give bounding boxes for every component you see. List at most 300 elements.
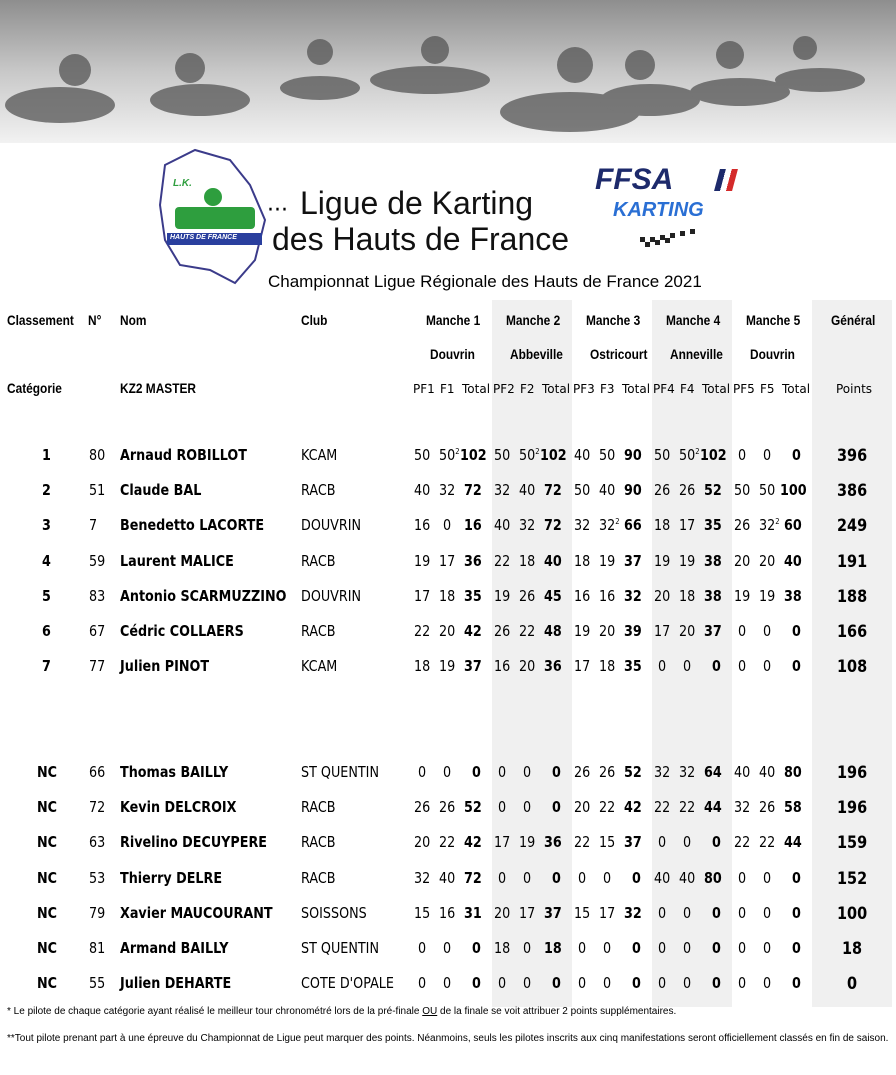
score-prefinale: 19	[574, 622, 591, 640]
score-total: 38	[704, 552, 722, 570]
score-finale: 26	[759, 798, 776, 816]
row-number: 51	[89, 481, 106, 499]
manche-4-place: Anneville	[670, 346, 723, 362]
row-rank: NC	[37, 904, 58, 922]
row-club: RACB	[301, 481, 336, 499]
score-finale: 18	[679, 587, 696, 605]
score-prefinale: 17	[494, 833, 511, 851]
score-prefinale: 0	[498, 763, 507, 781]
score-finale: 26	[679, 481, 696, 499]
score-prefinale: 22	[734, 833, 751, 851]
score-total: 42	[624, 798, 642, 816]
score-total: 102	[460, 446, 487, 464]
score-total: 36	[544, 657, 562, 675]
score-finale: 40	[519, 481, 536, 499]
score-prefinale: 19	[494, 587, 511, 605]
row-club: KCAM	[301, 446, 338, 464]
score-finale: 19	[679, 552, 696, 570]
manche-3-col-f3: F3	[600, 382, 615, 396]
score-finale: 19	[759, 587, 776, 605]
score-total: 0	[632, 939, 641, 957]
checkered-flag-icon	[640, 227, 730, 257]
score-finale: 0	[603, 939, 612, 957]
score-prefinale: 0	[658, 939, 667, 957]
manche-2-col-pf2: PF2	[493, 382, 515, 396]
score-prefinale: 0	[498, 974, 507, 992]
row-number: 53	[89, 869, 106, 887]
score-finale: 15	[599, 833, 616, 851]
score-prefinale: 0	[578, 939, 587, 957]
score-total: 0	[552, 974, 561, 992]
score-finale: 0	[523, 869, 532, 887]
score-prefinale: 0	[738, 622, 747, 640]
score-prefinale: 16	[494, 657, 511, 675]
row-club: RACB	[301, 798, 336, 816]
score-total: 0	[472, 974, 481, 992]
score-prefinale: 20	[654, 587, 671, 605]
score-prefinale: 40	[654, 869, 671, 887]
score-prefinale: 20	[734, 552, 751, 570]
score-total: 32	[624, 587, 642, 605]
score-total: 0	[792, 657, 801, 675]
row-number: 80	[89, 446, 106, 464]
score-total: 35	[704, 516, 722, 534]
score-total: 16	[464, 516, 482, 534]
manche-5-col-pf5: PF5	[733, 382, 755, 396]
general-band	[812, 300, 892, 1007]
score-prefinale: 32	[734, 798, 751, 816]
row-points: 152	[837, 869, 868, 889]
score-finale: 0	[763, 622, 772, 640]
row-rank: 7	[42, 657, 51, 675]
row-points: 188	[837, 587, 868, 607]
score-finale: 0	[763, 446, 772, 464]
header-banner	[0, 0, 896, 143]
score-total: 0	[792, 904, 801, 922]
score-prefinale: 32	[654, 763, 671, 781]
score-total: 72	[544, 516, 562, 534]
score-total: 38	[784, 587, 802, 605]
col-number: N°	[88, 312, 102, 328]
score-total: 0	[712, 904, 721, 922]
col-nom: Nom	[120, 312, 147, 328]
score-finale: 32	[519, 516, 536, 534]
score-finale: 0	[683, 904, 692, 922]
score-total: 0	[712, 939, 721, 957]
score-prefinale: 26	[494, 622, 511, 640]
row-number: 77	[89, 657, 106, 675]
score-prefinale: 19	[414, 552, 431, 570]
score-total: 0	[792, 446, 801, 464]
row-number: 67	[89, 622, 106, 640]
score-prefinale: 26	[734, 516, 751, 534]
score-prefinale: 16	[574, 587, 591, 605]
karting-label: KARTING	[613, 199, 704, 221]
score-prefinale: 50	[494, 446, 511, 464]
score-finale: 17	[599, 904, 616, 922]
score-finale: 18	[519, 552, 536, 570]
row-club: KCAM	[301, 657, 338, 675]
row-driver-name: Thierry DELRE	[120, 869, 223, 887]
score-total: 72	[544, 481, 562, 499]
score-finale: 0	[523, 763, 532, 781]
row-points: 249	[837, 516, 868, 536]
row-rank: NC	[37, 939, 58, 957]
row-club: RACB	[301, 833, 336, 851]
score-finale: 19	[599, 552, 616, 570]
score-prefinale: 17	[414, 587, 431, 605]
row-points: 386	[837, 481, 868, 501]
score-prefinale: 32	[574, 516, 591, 534]
score-total: 45	[544, 587, 562, 605]
score-prefinale: 22	[494, 552, 511, 570]
score-total: 64	[704, 763, 722, 781]
score-finale: $50^2$	[519, 446, 540, 464]
row-rank: 4	[42, 552, 51, 570]
score-total: 32	[624, 904, 642, 922]
manche-2-col-total: Total	[542, 382, 571, 396]
score-prefinale: 26	[654, 481, 671, 499]
row-rank: 3	[42, 516, 51, 534]
score-total: 36	[544, 833, 562, 851]
manche-1-place: Douvrin	[430, 346, 475, 362]
col-categorie: Catégorie	[7, 380, 62, 396]
score-total: 0	[472, 763, 481, 781]
score-finale: 22	[519, 622, 536, 640]
score-prefinale: 32	[414, 869, 431, 887]
manche2-band	[492, 300, 572, 1007]
row-rank: 6	[42, 622, 51, 640]
score-prefinale: 0	[498, 798, 507, 816]
score-finale: 0	[683, 974, 692, 992]
row-rank: NC	[37, 798, 58, 816]
row-points: 18	[842, 939, 863, 959]
row-points: 159	[837, 833, 868, 853]
score-finale: 0	[443, 974, 452, 992]
manche-3-place: Ostricourt	[590, 346, 648, 362]
score-total: 102	[700, 446, 727, 464]
row-rank: NC	[37, 974, 58, 992]
score-total: 90	[624, 481, 642, 499]
score-total: 0	[552, 798, 561, 816]
score-prefinale: 17	[654, 622, 671, 640]
row-driver-name: Julien DEHARTE	[120, 974, 232, 992]
score-prefinale: 40	[414, 481, 431, 499]
row-points: 196	[837, 763, 868, 783]
score-finale: 0	[603, 974, 612, 992]
score-total: 42	[464, 622, 482, 640]
col-general: Général	[831, 312, 876, 328]
manche-4-title: Manche 4	[666, 312, 721, 328]
score-prefinale: 22	[414, 622, 431, 640]
score-prefinale: 0	[418, 763, 427, 781]
score-finale: 40	[439, 869, 456, 887]
score-prefinale: 26	[414, 798, 431, 816]
score-finale: 20	[519, 657, 536, 675]
manche-3-title: Manche 3	[586, 312, 641, 328]
row-rank: NC	[37, 763, 58, 781]
score-prefinale: 32	[494, 481, 511, 499]
manche-2-place: Abbeville	[510, 346, 563, 362]
row-rank: 2	[42, 481, 51, 499]
row-driver-name: Benedetto LACORTE	[120, 516, 265, 534]
score-total: 80	[704, 869, 722, 887]
score-finale: 22	[759, 833, 776, 851]
score-finale: 0	[523, 974, 532, 992]
logo-title-line2: des Hauts de France	[272, 221, 570, 257]
score-finale: 20	[759, 552, 776, 570]
bonus-mark: 2	[455, 447, 460, 456]
footnote-classification: **Tout pilote prenant part à une épreuve du Championnat de Ligue peut marquer des points. Néanmoins, seuls les pilotes inscrits aux cinq manifestations seront officiellement classés en fin de saison.	[7, 1033, 889, 1044]
league-logo	[155, 145, 755, 285]
row-driver-name: Thomas BAILLY	[120, 763, 229, 781]
row-points: 0	[847, 974, 858, 994]
manche-3-col-pf3: PF3	[573, 382, 595, 396]
score-total: 0	[552, 763, 561, 781]
score-total: 44	[704, 798, 722, 816]
score-finale: 32	[439, 481, 456, 499]
score-prefinale: 18	[574, 552, 591, 570]
score-prefinale: 19	[654, 552, 671, 570]
score-finale: 26	[439, 798, 456, 816]
score-prefinale: 0	[658, 833, 667, 851]
score-prefinale: 22	[574, 833, 591, 851]
score-finale: 0	[683, 833, 692, 851]
ffsa-logo: FFSA	[595, 163, 674, 196]
score-prefinale: 20	[574, 798, 591, 816]
karts-photo	[0, 0, 896, 143]
logo-initials: L.K.	[173, 178, 192, 189]
score-prefinale: 22	[654, 798, 671, 816]
row-rank: NC	[37, 833, 58, 851]
score-total: 0	[472, 939, 481, 957]
score-prefinale: 0	[738, 904, 747, 922]
score-finale: 0	[683, 657, 692, 675]
manche-4-col-pf4: PF4	[653, 382, 675, 396]
row-number: 7	[89, 516, 98, 534]
score-total: 0	[792, 622, 801, 640]
row-club: ST QUENTIN	[301, 939, 379, 957]
score-total: 37	[704, 622, 722, 640]
score-prefinale: 40	[574, 446, 591, 464]
score-prefinale: 0	[658, 657, 667, 675]
score-total: 58	[784, 798, 802, 816]
row-driver-name: Cédric COLLAERS	[120, 622, 244, 640]
score-finale: 50	[759, 481, 776, 499]
score-total: 52	[464, 798, 482, 816]
score-finale: 17	[439, 552, 456, 570]
manche-5-place: Douvrin	[750, 346, 795, 362]
score-prefinale: 15	[574, 904, 591, 922]
score-prefinale: 20	[414, 833, 431, 851]
row-rank: NC	[37, 869, 58, 887]
bonus-mark: 2	[775, 517, 780, 526]
score-total: 72	[464, 481, 482, 499]
score-finale: 17	[679, 516, 696, 534]
manche-2-title: Manche 2	[506, 312, 561, 328]
score-finale: 0	[763, 904, 772, 922]
row-club: DOUVRIN	[301, 587, 362, 605]
row-rank: 5	[42, 587, 51, 605]
category-name: KZ2 MASTER	[120, 380, 197, 396]
row-club: RACB	[301, 622, 336, 640]
logo-badge: HAUTS DE FRANCE	[170, 234, 237, 241]
row-points: 396	[837, 446, 868, 466]
score-total: 90	[624, 446, 642, 464]
score-total: 37	[544, 904, 562, 922]
score-prefinale: 0	[738, 446, 747, 464]
score-total: 36	[464, 552, 482, 570]
row-points: 196	[837, 798, 868, 818]
score-finale: 18	[599, 657, 616, 675]
score-prefinale: 50	[414, 446, 431, 464]
manche-1-col-pf1: PF1	[413, 382, 435, 396]
score-finale: 20	[679, 622, 696, 640]
score-total: 0	[792, 939, 801, 957]
score-prefinale: 18	[654, 516, 671, 534]
manche-1-col-total: Total	[462, 382, 491, 396]
row-number: 59	[89, 552, 106, 570]
score-total: 60	[784, 516, 802, 534]
row-number: 81	[89, 939, 106, 957]
score-finale: 0	[683, 939, 692, 957]
score-finale: 22	[679, 798, 696, 816]
score-total: 48	[544, 622, 562, 640]
score-prefinale: 0	[738, 939, 747, 957]
score-prefinale: 0	[738, 869, 747, 887]
row-driver-name: Antonio SCARMUZZINO	[120, 587, 287, 605]
manche-4-col-total: Total	[702, 382, 731, 396]
score-finale: 22	[599, 798, 616, 816]
score-finale: 19	[439, 657, 456, 675]
manche-5-col-f5: F5	[760, 382, 775, 396]
score-total: 66	[624, 516, 642, 534]
row-number: 83	[89, 587, 106, 605]
row-rank: 1	[42, 446, 51, 464]
bonus-mark: 2	[535, 447, 540, 456]
score-total: 40	[784, 552, 802, 570]
row-number: 72	[89, 798, 106, 816]
score-prefinale: 18	[414, 657, 431, 675]
manche4-band	[652, 300, 732, 1007]
score-prefinale: 16	[414, 516, 431, 534]
row-number: 79	[89, 904, 106, 922]
score-finale: 0	[443, 763, 452, 781]
score-prefinale: 26	[574, 763, 591, 781]
row-driver-name: Claude BAL	[120, 481, 202, 499]
points-label: Points	[836, 382, 873, 396]
score-total: 44	[784, 833, 802, 851]
score-total: 37	[624, 833, 642, 851]
score-prefinale: 0	[578, 974, 587, 992]
score-prefinale: 50	[734, 481, 751, 499]
score-finale: 0	[763, 657, 772, 675]
row-points: 166	[837, 622, 868, 642]
row-driver-name: Julien PINOT	[120, 657, 210, 675]
score-finale: 0	[523, 939, 532, 957]
row-driver-name: Kevin DELCROIX	[120, 798, 237, 816]
score-prefinale: 19	[734, 587, 751, 605]
score-prefinale: 20	[494, 904, 511, 922]
score-total: 72	[464, 869, 482, 887]
row-club: RACB	[301, 869, 336, 887]
row-club: DOUVRIN	[301, 516, 362, 534]
row-points: 191	[837, 552, 868, 572]
row-driver-name: Armand BAILLY	[120, 939, 229, 957]
score-total: 100	[780, 481, 807, 499]
score-finale: 0	[763, 974, 772, 992]
score-prefinale: 0	[738, 657, 747, 675]
manche-5-col-total: Total	[782, 382, 811, 396]
score-total: 0	[632, 869, 641, 887]
row-club: ST QUENTIN	[301, 763, 379, 781]
score-finale: 0	[603, 869, 612, 887]
score-total: 37	[464, 657, 482, 675]
score-finale: 18	[439, 587, 456, 605]
score-finale: 22	[439, 833, 456, 851]
score-finale: $32^2$	[759, 516, 780, 534]
score-total: 40	[544, 552, 562, 570]
bonus-mark: 2	[695, 447, 700, 456]
manche-4-col-f4: F4	[680, 382, 695, 396]
manche-2-col-f2: F2	[520, 382, 535, 396]
score-total: 102	[540, 446, 567, 464]
score-finale: 20	[439, 622, 456, 640]
score-total: 0	[792, 869, 801, 887]
score-finale: $32^2$	[599, 516, 620, 534]
footnote-bonus: * Le pilote de chaque catégorie ayant réalisé le meilleur tour chronométré lors de la pré-finale OU de la finale se voit attribuer 2 points supplémentaires.	[7, 1006, 677, 1017]
score-prefinale: 40	[494, 516, 511, 534]
score-finale: 50	[599, 446, 616, 464]
bonus-mark: 2	[615, 517, 620, 526]
score-finale: 20	[599, 622, 616, 640]
score-prefinale: 15	[414, 904, 431, 922]
score-prefinale: 40	[734, 763, 751, 781]
row-points: 108	[837, 657, 868, 677]
score-finale: 0	[443, 516, 452, 534]
score-finale: $50^2$	[439, 446, 460, 464]
row-number: 63	[89, 833, 106, 851]
score-total: 0	[712, 833, 721, 851]
score-total: 35	[464, 587, 482, 605]
score-prefinale: 0	[418, 939, 427, 957]
row-number: 66	[89, 763, 106, 781]
score-total: 38	[704, 587, 722, 605]
score-finale: 0	[763, 869, 772, 887]
score-finale: 26	[519, 587, 536, 605]
championship-title: Championnat Ligue Régionale des Hauts de France 2021	[268, 272, 702, 291]
logo-title-line1: Ligue de Karting	[300, 185, 534, 221]
manche-1-title: Manche 1	[426, 312, 481, 328]
score-total: 0	[712, 974, 721, 992]
score-finale: 17	[519, 904, 536, 922]
score-total: 80	[784, 763, 802, 781]
score-finale: 16	[599, 587, 616, 605]
score-prefinale: 0	[658, 904, 667, 922]
score-finale: 16	[439, 904, 456, 922]
manche-5-title: Manche 5	[746, 312, 801, 328]
col-club: Club	[301, 312, 328, 328]
score-total: 0	[712, 657, 721, 675]
score-total: 52	[704, 481, 722, 499]
row-driver-name: Laurent MALICE	[120, 552, 234, 570]
score-prefinale: 0	[658, 974, 667, 992]
score-prefinale: 0	[738, 974, 747, 992]
score-finale: 26	[599, 763, 616, 781]
score-finale: 32	[679, 763, 696, 781]
score-finale: 19	[519, 833, 536, 851]
score-finale: 40	[599, 481, 616, 499]
